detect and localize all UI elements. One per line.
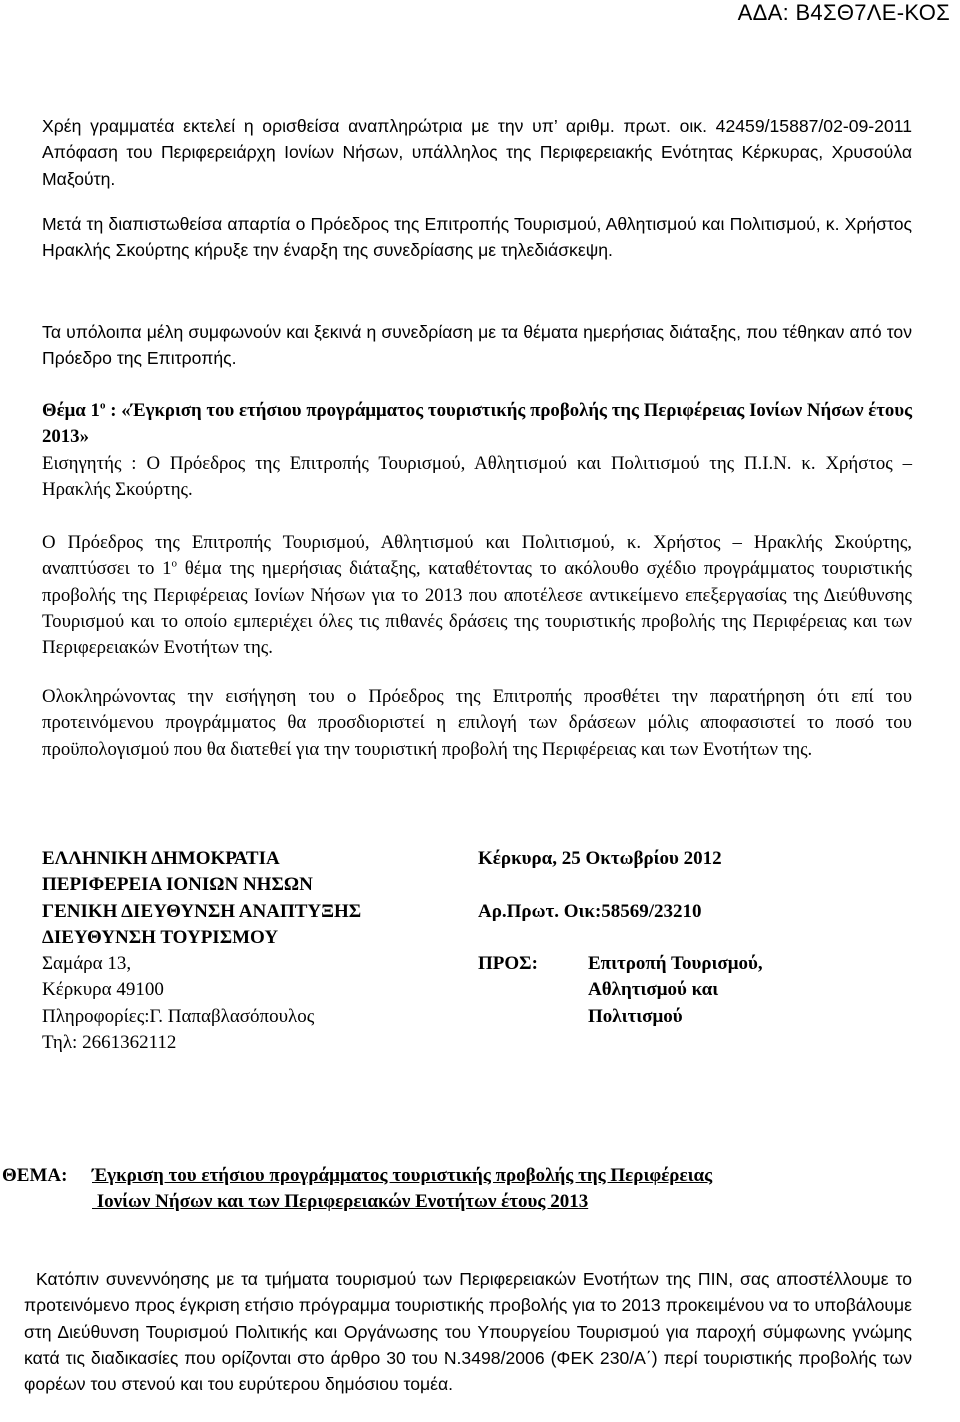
recipient-line-1: Επιτροπή Τουρισμού, xyxy=(588,953,763,975)
sender-phone: Τηλ: 2661362112 xyxy=(42,1032,177,1054)
protocol-number: Αρ.Πρωτ. Οικ:58569/23210 xyxy=(478,900,702,922)
topic-label: ΘΕΜΑ: xyxy=(2,1165,68,1186)
subject-title-start: Θέμα 1 xyxy=(42,400,100,421)
letterhead-recipient xyxy=(478,846,918,1030)
presentation-ordinal: ο xyxy=(171,558,178,571)
presentation-start: Ο Πρόεδρος της Επιτροπής Τουρισμού, Αθλητισμού και Πολιτισμού, κ. Χρήστος – Ηρακλής Σκούρτης, αναπτύσσει το 1 xyxy=(42,532,912,580)
recipient-row xyxy=(478,951,918,977)
sender-street: Σαμάρα 13, xyxy=(42,953,132,975)
recipient-line-2: Αθλητισμού και xyxy=(588,979,719,1001)
sender-city: Κέρκυρα 49100 xyxy=(42,979,164,1001)
sender-general-directorate: ΓΕΝΙΚΗ ΔΙΕΥΘΥΝΣΗ ΑΝΑΠΤΥΞΗΣ xyxy=(42,900,362,922)
paragraph-presentation xyxy=(42,530,912,661)
topic-line-1: Έγκριση του ετήσιου προγράμματος τουριστικής προβολής της Περιφέρειας xyxy=(92,1165,713,1186)
sender-region: ΠΕΡΙΦΕΡΕΙΑ ΙΟΝΙΩΝ ΝΗΣΩΝ xyxy=(42,874,313,896)
paragraph-members: Τα υπόλοιπα μέλη συμφωνούν και ξεκινά η συνεδρίαση με τα θέματα ημερήσιας διάταξης, που τέθηκαν από τον Πρόεδρο της Επιτροπής. xyxy=(42,322,912,369)
sender-contact: Πληροφορίες:Γ. Παπαβλασόπουλος xyxy=(42,1005,315,1027)
recipient-line-3: Πολιτισμού xyxy=(588,1005,683,1027)
ada-code: ΑΔΑ: Β4ΣΘ7ΛΕ-ΚΟΣ xyxy=(737,0,950,25)
subject-title-rest: : «Έγκριση του ετήσιου προγράμματος τουριστικής προβολής της Περιφέρειας Ιονίων Νήσων έτους 2013» xyxy=(42,400,912,448)
paragraph-closing: Κατόπιν συνεννόησης με τα τμήματα τουρισμού των Περιφερειακών Ενοτήτων της ΠΙΝ, σας αποστέλλουμε το προτεινόμενο προς έγκριση ετήσιο πρόγραμμα τουριστικής προβολής για το 2013 προκειμένου να το υποβάλουμε στη Διεύθυνση Τουρισμού Πολιτικής και Οργάνωσης του Υπουργείου Τουρισμού για παροχή σύμφωνης γνώμης κατά τις διαδικασίες που ορίζονται στο άρθρο 30 του Ν.3498/2006 (ΦΕΚ 230/Α΄) περί τουριστικής προβολής των φορέων του στενού και του ευρύτερου δημόσιου τομέα. xyxy=(24,1269,912,1395)
sender-republic: ΕΛΛΗΝΙΚΗ ΔΗΜΟΚΡΑΤΙΑ xyxy=(42,848,280,869)
paragraph-secretary: Χρέη γραμματέα εκτελεί η ορισθείσα αναπληρώτρια με την υπ’ αριθμ. πρωτ. οικ. 42459/15887/02-09-2011 Απόφαση του Περιφερειάρχη Ιονίων Νήσων, υπάλληλος της Περιφερειακής Ενότητας Κέρκυρας, Χρυσούλα Μαξούτη. xyxy=(42,116,912,189)
paragraph-conclusion: Ολοκληρώνοντας την εισήγηση του ο Πρόεδρος της Επιτροπής προσθέτει την παρατήρηση ότι επί του προτεινόμενου προγράμματος θα προσδιοριστεί η επιλογή των δράσεων μόλις αποφασιστεί το ποσό του προϋπολογισμού που θα διατεθεί για την τουριστική προβολή της Περιφέρειας και των Ενοτήτων της. xyxy=(42,686,912,760)
letterhead-sender xyxy=(42,846,462,1056)
paragraph-quorum: Μετά τη διαπιστωθείσα απαρτία ο Πρόεδρος της Επιτροπής Τουρισμού, Αθλητισμού και Πολιτισμού, κ. Χρήστος Ηρακλής Σκούρτης κήρυξε την έναρξη της συνεδρίασης με τηλεδιάσκεψη. xyxy=(42,214,912,261)
letter-date: Κέρκυρα, 25 Οκτωβρίου 2012 xyxy=(478,848,722,869)
presentation-rest: θέμα της ημερήσιας διάταξης, καταθέτοντας το ακόλουθο σχέδιο προγράμματος τουριστικής προβολής της Περιφέρειας Ιονίων Νήσων για το 2013 που αποτέλεσε αντικείμενο επεξεργασίας της Διεύθυνσης Τουρισμού και το οποίο εμπεριέχει όλες τις πιθανές δράσεις της τουριστικής προβολής της Περιφέρειας και των Περιφερειακών Ενοτήτων της. xyxy=(42,558,912,659)
subject-title xyxy=(42,398,912,451)
recipient-label: ΠΡΟΣ: xyxy=(478,953,538,975)
rapporteur-line: Εισηγητής : Ο Πρόεδρος της Επιτροπής Τουρισμού, Αθλητισμού και Πολιτισμού της Π.Ι.Ν. κ. Χρήστος – Ηρακλής Σκούρτης. xyxy=(42,453,912,501)
subject-title-ordinal: ο xyxy=(99,399,106,412)
sender-directorate: ΔΙΕΥΘΥΝΣΗ ΤΟΥΡΙΣΜΟΥ xyxy=(42,926,279,948)
topic-line-2: Ιονίων Νήσων και των Περιφερειακών Ενοτήτων έτους 2013 xyxy=(92,1191,589,1212)
